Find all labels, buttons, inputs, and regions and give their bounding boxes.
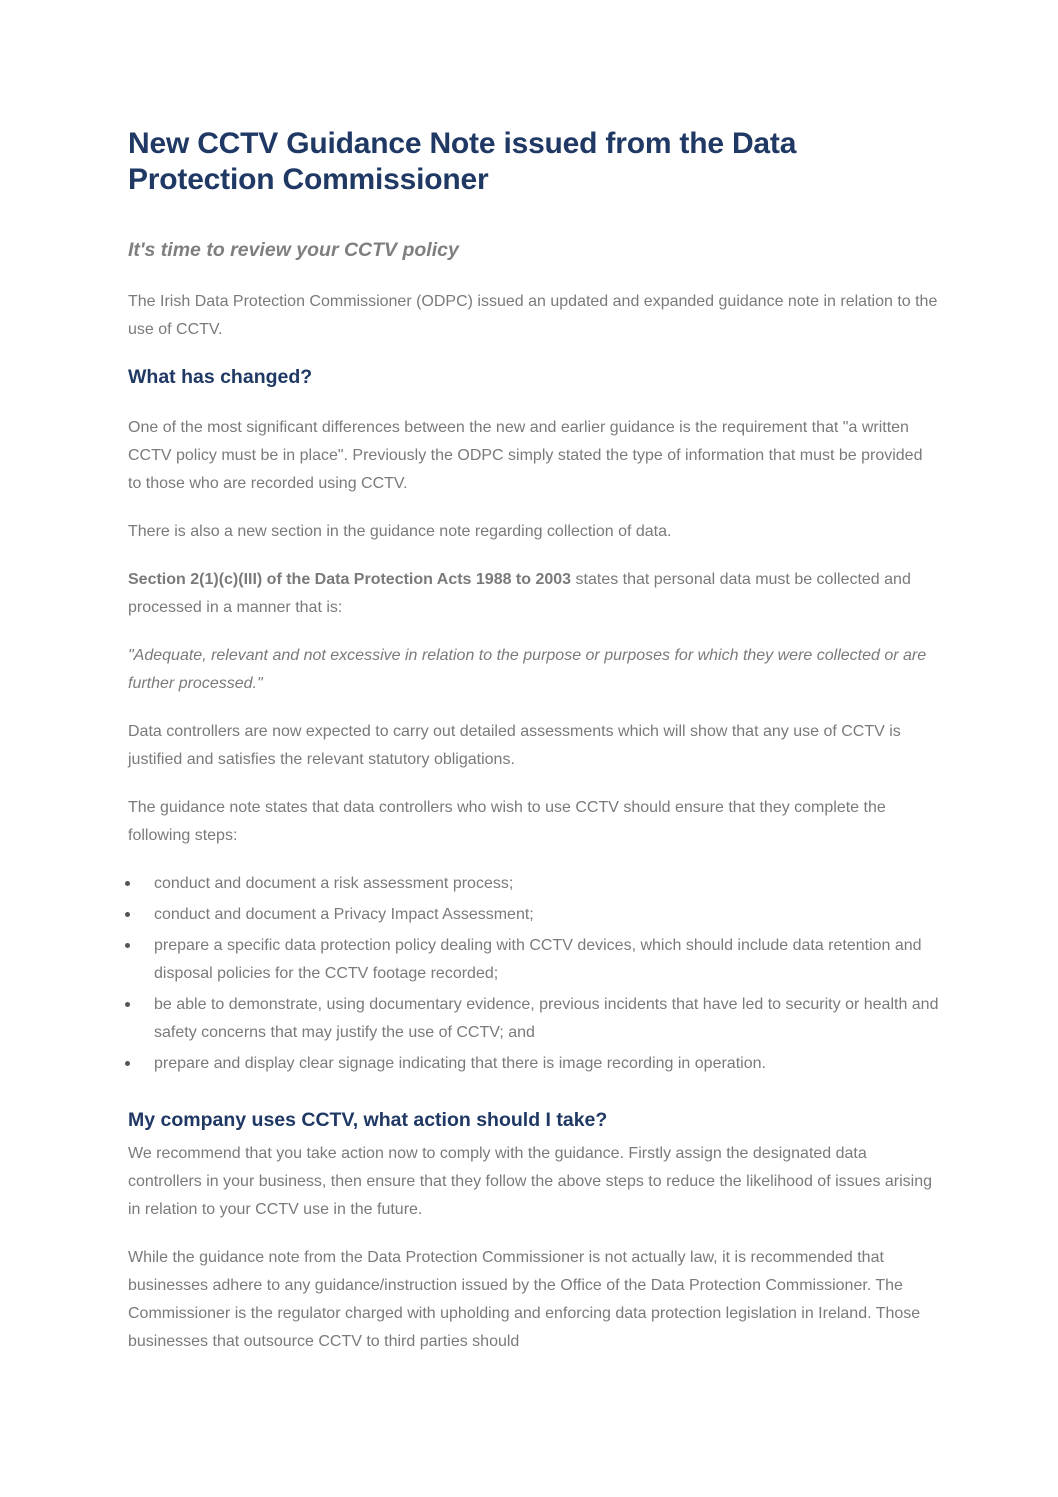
bullet-icon [125, 881, 130, 886]
statute-quote: "Adequate, relevant and not excessive in relation to the purpose or purposes for which they were collected or are further processed." [128, 647, 927, 692]
steps-intro-paragraph: The guidance note states that data controllers who wish to use CCTV should ensure that they complete the following steps: [128, 799, 886, 844]
statute-reference: Section 2(1)(c)(III) of the Data Protection Acts 1988 to 2003 [128, 571, 572, 588]
list-item-text: conduct and document a Privacy Impact Assessment; [154, 906, 534, 923]
guidance-law-paragraph: While the guidance note from the Data Protection Commissioner is not actually law, it is recommended that businesses adhere to any guidance/instruction issued by the Office of the Data Protection Commissioner. The Commissioner is the regulator charged with upholding and enforcing data protection legislation in Ireland. Those businesses that outsource CCTV to third parties should [128, 1249, 921, 1350]
document-page [128, 126, 940, 1356]
list-item [128, 901, 940, 929]
bullet-icon [125, 943, 130, 948]
list-item-text: be able to demonstrate, using documentary evidence, previous incidents that have led to security or health and safety concerns that may justify the use of CCTV; and [154, 996, 939, 1041]
section-heading-action: My company uses CCTV, what action should I take? [128, 1109, 608, 1131]
list-item-text: prepare and display clear signage indicating that there is image recording in operation. [154, 1055, 766, 1072]
document-title: New CCTV Guidance Note issued from the Data Protection Commissioner [128, 127, 797, 196]
new-section-paragraph: There is also a new section in the guidance note regarding collection of data. [128, 523, 672, 540]
bullet-icon [125, 1061, 130, 1066]
section-heading-what-has-changed: What has changed? [128, 366, 313, 388]
changes-paragraph: One of the most significant differences between the new and earlier guidance is the requirement that "a written CCTV policy must be in place". Previously the ODPC simply stated the type of information that must be provided to those who are recorded using CCTV. [128, 419, 923, 492]
list-item [128, 870, 940, 898]
list-item [128, 932, 940, 988]
list-item [128, 1050, 940, 1078]
statute-text: states that personal data must be collected and processed in a manner that is: [128, 571, 911, 616]
steps-list [128, 870, 940, 1078]
statute-paragraph [128, 566, 940, 622]
list-item-text: conduct and document a risk assessment process; [154, 875, 514, 892]
document-subtitle: It's time to review your CCTV policy [128, 239, 459, 261]
bullet-icon [125, 912, 130, 917]
bullet-icon [125, 1002, 130, 1007]
action-paragraph: We recommend that you take action now to comply with the guidance. Firstly assign the designated data controllers in your business, then ensure that they follow the above steps to reduce the likelihood of issues arising in relation to your CCTV use in the future. [128, 1145, 933, 1218]
list-item-text: prepare a specific data protection policy dealing with CCTV devices, which should include data retention and disposal policies for the CCTV footage recorded; [154, 937, 922, 982]
list-item [128, 991, 940, 1047]
assessment-paragraph: Data controllers are now expected to carry out detailed assessments which will show that any use of CCTV is justified and satisfies the relevant statutory obligations. [128, 723, 901, 768]
intro-paragraph: The Irish Data Protection Commissioner (ODPC) issued an updated and expanded guidance note in relation to the use of CCTV. [128, 293, 938, 338]
